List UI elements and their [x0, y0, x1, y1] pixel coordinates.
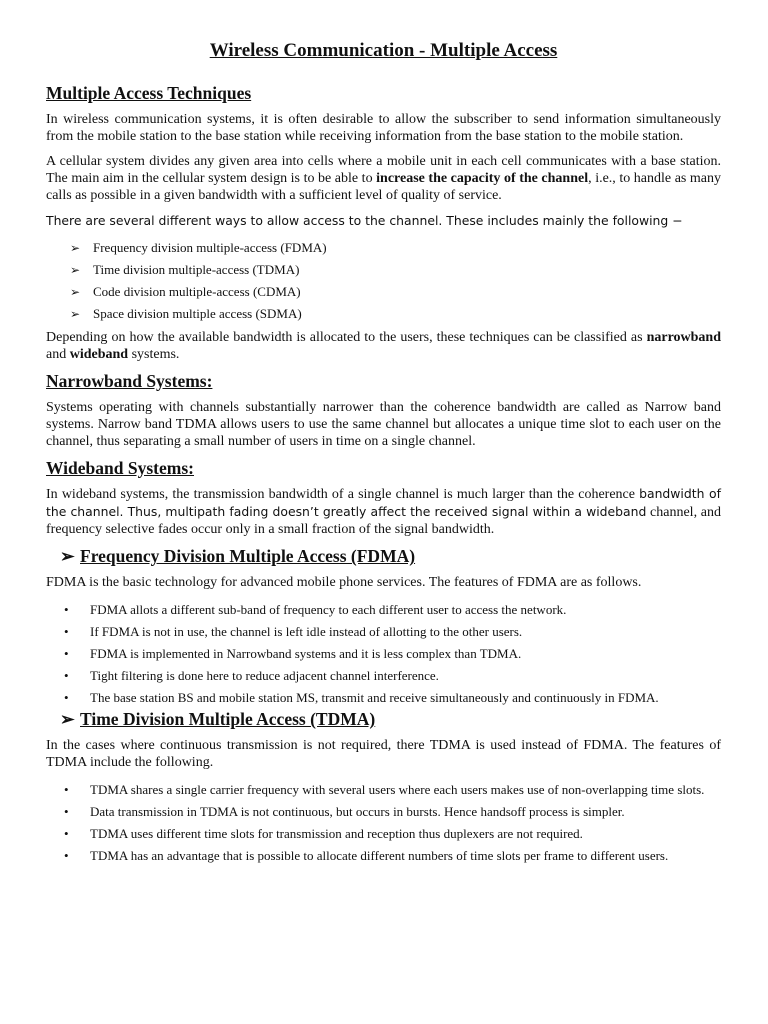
document-page	[46, 40, 721, 867]
bold-text: increase the capacity of the channel	[376, 170, 589, 186]
list-item	[46, 801, 721, 823]
paragraph-fdma: FDMA is the basic technology for advanced mobile phone services. The features of FDMA are as follows.	[46, 575, 642, 591]
paragraph-wideband	[46, 485, 721, 538]
text-run: A cellular system divides any given area into cells where a mobile unit in each cell communicates with a base station. The main aim in the cellular system design is to be able to	[46, 153, 721, 186]
text-run-sans: bandwidth of the channel. Thus, multipath fading doesn’t greatly affect the received signal within a wideband	[46, 486, 721, 520]
heading-text: Time Division Multiple Access (TDMA)	[80, 709, 376, 730]
list-item-text: Code division multiple-access (CDMA)	[93, 283, 301, 299]
list-item	[46, 643, 721, 665]
paragraph-access-ways: There are several different ways to allow access to the channel. These includes mainly the following −	[46, 212, 683, 228]
bullet-icon: •	[64, 826, 69, 842]
text-run: Depending on how the available bandwidth is allocated to the users, these techniques can be classified as	[46, 329, 647, 345]
list-item	[46, 303, 721, 325]
paragraph-narrowband: Systems operating with channels substantially narrower than the coherence bandwidth are called as Narrow band systems. Narrow band TDMA allows users to use the same channel but allocates a unique time slot to each user on the channel, thus separating a small number of users in time on a single channel.	[46, 399, 721, 449]
bullet-icon: •	[64, 624, 69, 640]
list-item-text: Space division multiple access (SDMA)	[93, 305, 302, 321]
page-title: Wireless Communication - Multiple Access	[209, 40, 558, 61]
bullet-icon: •	[64, 690, 69, 706]
list-item-text: The base station BS and mobile station MS, transmit and receive simultaneously and continuously in FDMA.	[90, 690, 659, 706]
list-item-text: Data transmission in TDMA is not continuous, but occurs in bursts. Hence handsoff process is simpler.	[90, 804, 625, 820]
list-item	[46, 281, 721, 303]
bullet-icon: •	[64, 804, 69, 820]
list-item	[46, 823, 721, 845]
bullet-icon: •	[64, 782, 69, 798]
paragraph-tdma: In the cases where continuous transmission is not required, there TDMA is used instead of FDMA. The features of TDMA include the following.	[46, 738, 721, 771]
text-run: In wideband systems, the transmission bandwidth of a single channel is much larger than the coherence	[46, 487, 640, 503]
list-item	[46, 665, 721, 687]
list-item	[46, 845, 721, 867]
arrow-bullet-icon: ➢	[60, 546, 75, 567]
heading-narrowband: Narrowband Systems:	[46, 370, 213, 391]
text-run: and	[46, 346, 70, 362]
bullet-icon: •	[64, 848, 69, 864]
bullet-icon: •	[64, 602, 69, 618]
arrow-bullet-icon: ➢	[70, 284, 81, 299]
list-item-text: FDMA allots a different sub-band of frequency to each different user to access the network.	[90, 602, 567, 618]
arrow-bullet-icon: ➢	[70, 240, 81, 255]
arrow-bullet-icon: ➢	[70, 306, 81, 321]
text-run: channel, and frequency selective fades occur only in a small fraction of the signal bandwidth.	[46, 505, 721, 538]
access-method-list	[46, 237, 721, 325]
list-item	[46, 599, 721, 621]
heading-text: Frequency Division Multiple Access (FDMA)	[80, 546, 416, 567]
tdma-feature-list	[46, 779, 721, 867]
paragraph-cellular	[46, 153, 721, 204]
list-item-text: Frequency division multiple-access (FDMA)	[93, 239, 327, 255]
fdma-feature-list	[46, 599, 721, 709]
list-item-text: Tight filtering is done here to reduce adjacent channel interference.	[90, 668, 439, 684]
bullet-icon: •	[64, 668, 69, 684]
heading-multiple-access-techniques: Multiple Access Techniques	[46, 82, 252, 103]
heading-tdma	[46, 709, 721, 731]
list-item-text: Time division multiple-access (TDMA)	[93, 261, 300, 277]
list-item-text: TDMA has an advantage that is possible to allocate different numbers of time slots per frame to different users.	[90, 848, 669, 864]
arrow-bullet-icon: ➢	[70, 262, 81, 277]
list-item-text: TDMA shares a single carrier frequency with several users where each users makes use of non-overlapping time slots.	[90, 782, 705, 798]
paragraph-intro: In wireless communication systems, it is often desirable to allow the subscriber to send information simultaneously from the mobile station to the base station while receiving information from the base station to the mobile station.	[46, 111, 721, 144]
bold-text: narrowband	[646, 329, 721, 345]
heading-wideband: Wideband Systems:	[46, 457, 194, 478]
list-item	[46, 779, 721, 801]
paragraph-classification	[46, 329, 721, 363]
list-item-text: FDMA is implemented in Narrowband systems and it is less complex than TDMA.	[90, 646, 522, 662]
heading-fdma	[46, 546, 721, 568]
list-item-text: If FDMA is not in use, the channel is left idle instead of allotting to the other users.	[90, 624, 523, 640]
bold-text: wideband	[69, 346, 129, 362]
bullet-icon: •	[64, 646, 69, 662]
arrow-bullet-icon: ➢	[60, 709, 75, 730]
list-item	[46, 259, 721, 281]
list-item	[46, 237, 721, 259]
list-item	[46, 621, 721, 643]
list-item	[46, 687, 721, 709]
text-run: , i.e., to handle as many calls as possible in a given bandwidth with a sufficient level of quality of service.	[46, 170, 722, 203]
list-item-text: TDMA uses different time slots for transmission and reception thus duplexers are not required.	[90, 826, 583, 842]
text-run: systems.	[128, 346, 180, 362]
